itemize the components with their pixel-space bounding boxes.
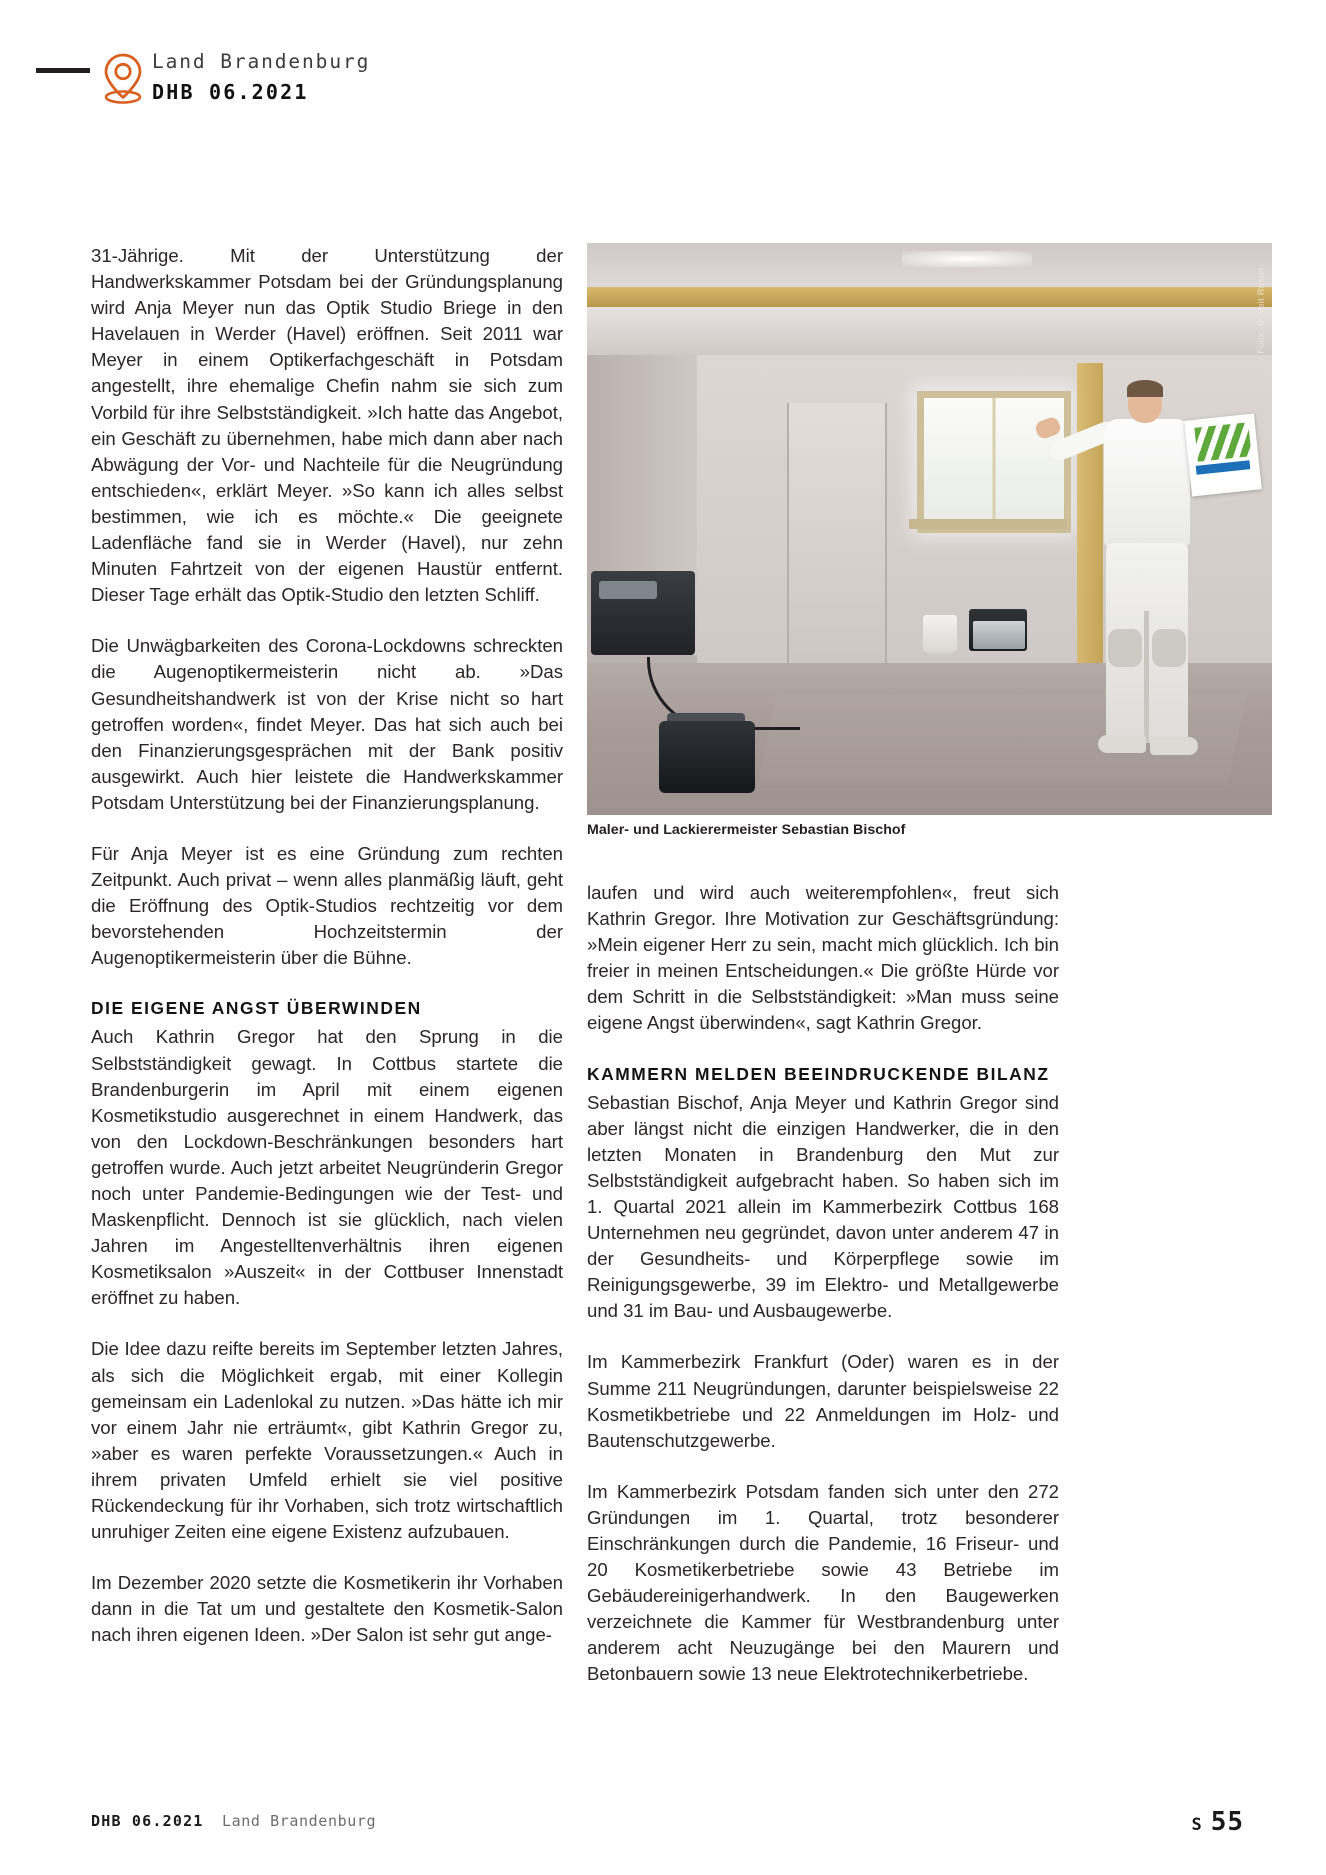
photo-color-sample-pattern	[1194, 422, 1251, 461]
header-kicker: Land Brandenburg	[152, 50, 371, 73]
photo-craftsman-left-shoe	[1098, 735, 1146, 753]
page-number: 55	[1210, 1807, 1244, 1837]
page-footer	[0, 1755, 1326, 1875]
footer-section: Land Brandenburg	[222, 1812, 377, 1830]
folio-prefix: S	[1191, 1815, 1203, 1835]
photo-equipment-left-highlight	[599, 581, 657, 599]
header-issue: DHB 06.2021	[152, 80, 309, 105]
paragraph: 31-Jährige. Mit der Unterstützung der Handwerkskammer Potsdam bei der Gründungsplanung wird Anja Meyer nun das Optik Studio Briege in den Havelauen in Werder (Havel) eröffnen. Seit 2011 war Meyer in einem Optikerfachgeschäft in Potsdam angestellt, ihre ehemalige Chefin nahm sie sich zum Vorbild für ihre Selbstständigkeit. »Ich hatte das Angebot, ein Geschäft zu übernehmen, habe mich dann aber nach Abwägung der Vor- und Nachteile für die Neugründung entschieden«, erklärt Meyer. »So kann ich alles selbst bestimmen, wie ich es möchte.« Die geeignete Ladenfläche fand sie in Werder (Havel), nur zehn Minuten Fahrtzeit von der eigenen Haustür entfernt. Dieser Tage erhält das Optik-Studio den letzten Schliff.	[91, 245, 563, 606]
paragraph: Im Kammerbezirk Frankfurt (Oder) waren es in der Summe 211 Neugründungen, darunter beispielsweise 22 Kosmetikbetriebe und 22 Anmeldungen im Holz- und Bautenschutzgewerbe.	[587, 1351, 1059, 1451]
section-subhead: DIE EIGENE ANGST ÜBERWINDEN	[91, 998, 422, 1019]
folio	[1191, 1807, 1244, 1837]
paragraph: Im Kammerbezirk Potsdam fanden sich unter den 272 Gründungen im 1. Quartal, trotz besonderer Einschränkungen durch die Pandemie, 16 Friseur- und 20 Kosmetikerbetriebe sowie 43 Betriebe im Gebäudereinigerhandwerk. In den Baugewerken verzeichnete die Kammer für Westbrandenburg unter anderem acht Neuzugänge bei den Maurern und Betonbauern sowie 13 neue Elektrotechnikerbetriebe.	[587, 1480, 1059, 1685]
photo-craftsman	[1042, 383, 1232, 783]
footer-left-block	[91, 1812, 376, 1831]
article-column-left	[91, 243, 563, 1649]
photo-credit: Foto: © Veit Rösler	[1255, 267, 1266, 354]
photo-craftsman-leg-split	[1144, 611, 1149, 743]
paragraph: Im Dezember 2020 setzte die Kosmetikerin ihr Vorhaben dann in die Tat um und gestaltete den Kosmetik-Salon nach ihren eigenen Ideen. »Der Salon ist sehr gut ange-	[91, 1572, 563, 1646]
paragraph: Sebastian Bischof, Anja Meyer und Kathrin Gregor sind aber längst nicht die einzigen Handwerker, die in den letzten Monaten in Brandenburg den Mut zur Selbstständigkeit aufgebracht haben. So haben sich im 1. Quartal 2021 allein im Kammerbezirk Cottbus 168 Unternehmen neu gegründet, davon unter anderem 47 in der Gesundheits- und Körperpflege sowie im Reinigungsgewerbe, 39 im Elektro- und Metallgewerbe und 31 im Bau- und Ausbaugewerbe.	[587, 1091, 1059, 1322]
location-pin-icon	[102, 52, 144, 104]
photo-image	[587, 243, 1272, 815]
photo-doorway	[787, 403, 887, 671]
photo-ceiling-light	[902, 251, 1032, 267]
photo-caption: Maler- und Lackierermeister Sebastian Bischof	[587, 822, 906, 838]
footer-issue: DHB 06.2021	[91, 1812, 204, 1830]
photo-craftsman-left-knee-pad	[1108, 629, 1142, 667]
paragraph: Die Idee dazu reifte bereits im September letzten Jahres, als sich die Möglichkeit ergab, mit einer Kollegin gemeinsam ein Ladenlokal zu nutzen. »Das hätte ich mir vor einem Jahr nie erträumt«, gibt Kathrin Gregor zu, »aber es waren perfekte Voraussetzungen.« Auch in ihrem privaten Umfeld erhielt sie viel positive Rückendeckung für ihr Vorhaben, sich trotz wirtschaftlich unruhiger Zeiten eine eigene Existenz aufzubauen.	[91, 1338, 563, 1543]
photo-equipment-lower	[659, 721, 755, 793]
article-photo	[587, 243, 1272, 815]
paragraph: Auch Kathrin Gregor hat den Sprung in die Selbstständigkeit gewagt. In Cottbus startete die Brandenburgerin im April mit einem eigenen Kosmetikstudio ausgerechnet in einem Handwerk, das von den Lockdown-Beschränkungen besonders hart getroffen wurde. Auch jetzt arbeitet Neugründerin Gregor noch unter Pandemie-Bedingungen wie der Test- und Maskenpflicht. Dennoch ist sie glücklich, nach vielen Jahren im Angestelltenverhältnis ihren eigenen Kosmetiksalon »Auszeit« in der Cottbuser Innenstadt eröffnet zu haben.	[91, 1026, 563, 1309]
photo-window-mullion	[993, 398, 996, 526]
photo-craftsman-right-shoe	[1150, 737, 1198, 755]
paragraph: laufen und wird auch weiterempfohlen«, freut sich Kathrin Gregor. Ihre Motivation zur Geschäftsgründung: »Mein eigener Herr zu sein, macht mich glücklich. Ich bin freier in meinen Entscheidungen.« Die größte Hürde vor dem Schritt in die Selbstständigkeit: »Man muss seine eigene Angst überwinden«, sagt Kathrin Gregor.	[587, 882, 1059, 1034]
photo-toolbox-lid	[973, 621, 1025, 649]
photo-craftsman-hair	[1127, 380, 1163, 397]
photo-wood-beam	[587, 287, 1272, 307]
header-rule	[36, 68, 90, 73]
paragraph: Die Unwägbarkeiten des Corona-Lockdowns schreckten die Augenoptikermeisterin nicht ab. »Das Gesundheitshandwerk ist von der Krise nicht so hart getroffen worden«, findet Meyer. Das hat sich auch bei den Finanzierungsgesprächen mit der Bank positiv ausgewirkt. Auch hier leistete die Handwerkskammer Potsdam Unterstützung bei der Finanzierungsplanung.	[91, 635, 563, 813]
section-subhead: KAMMERN MELDEN BEEINDRUCKENDE BILANZ	[587, 1063, 1050, 1084]
header-text-block	[152, 50, 370, 105]
photo-craftsman-torso	[1104, 419, 1190, 547]
photo-craftsman-right-knee-pad	[1152, 629, 1186, 667]
page-header	[0, 28, 1326, 105]
article-column-right	[587, 880, 1059, 1688]
photo-paint-bucket	[923, 615, 957, 653]
paragraph: Für Anja Meyer ist es eine Gründung zum rechten Zeitpunkt. Auch privat – wenn alles planmäßig läuft, geht die Eröffnung des Optik-Studios rechtzeitig vor dem bevorstehenden Hochzeitstermin der Augenoptikermeisterin über die Bühne.	[91, 842, 563, 969]
